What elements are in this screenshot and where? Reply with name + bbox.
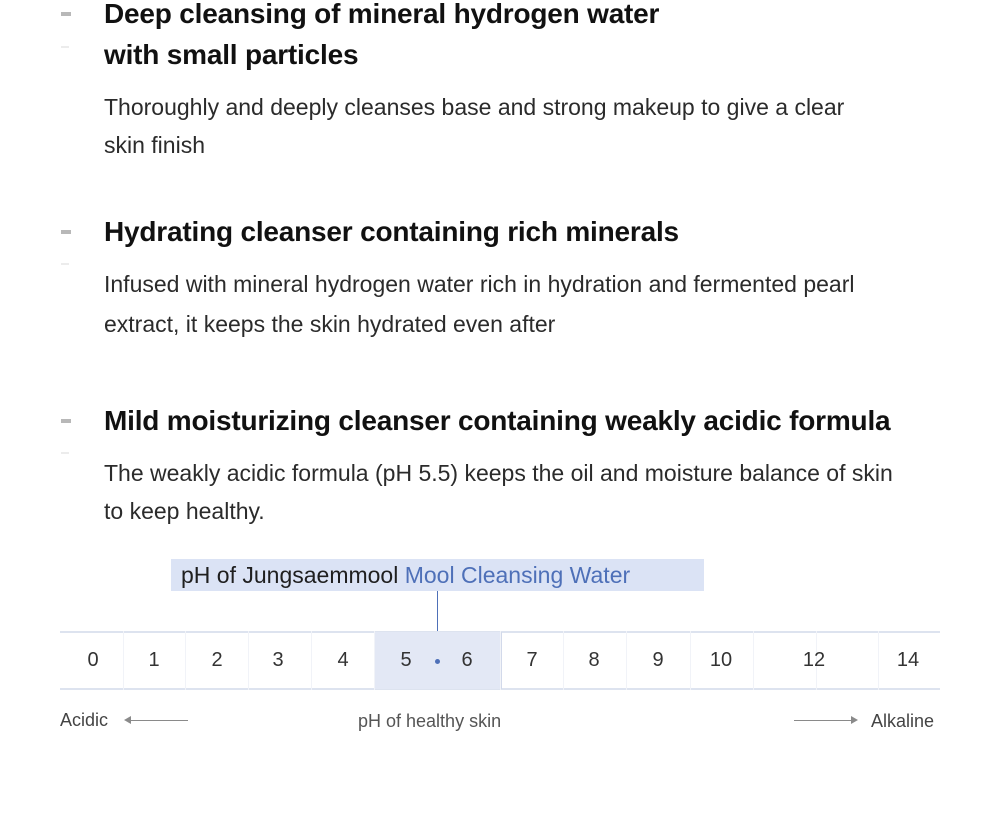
feature-title-line: Hydrating cleanser containing rich minerals — [104, 216, 679, 247]
callout-product-name: Mool Cleansing Water — [404, 562, 631, 588]
ph-tick-label: 6 — [461, 649, 473, 671]
product-ph-marker-dot — [435, 659, 440, 664]
scale-separator — [123, 631, 124, 690]
product-ph-callout-text — [181, 559, 630, 591]
alkaline-arrow-icon — [851, 716, 858, 724]
ph-tick-label: 3 — [272, 649, 284, 671]
alkaline-arrow-line — [794, 720, 851, 721]
ph-tick-label: 9 — [652, 649, 664, 671]
scale-separator — [753, 631, 754, 690]
scale-separator — [563, 631, 564, 690]
bullet-marker — [61, 12, 71, 16]
feature-description-line: extract, it keeps the skin hydrated even after — [104, 311, 556, 337]
ph-tick-label: 10 — [709, 649, 733, 671]
feature-title — [104, 0, 659, 75]
acidic-label: Acidic — [60, 710, 109, 730]
product-ph-callout — [171, 559, 704, 591]
healthy-skin-range-label: pH of healthy skin — [358, 711, 502, 731]
scale-separator — [248, 631, 249, 690]
bullet-marker-shadow — [61, 452, 69, 454]
scale-separator — [626, 631, 627, 690]
ph-tick-label: 2 — [211, 649, 223, 671]
feature-title — [104, 211, 679, 252]
scale-separator — [374, 631, 375, 690]
ph-tick-label: 5 — [400, 649, 412, 671]
feature-title-line: Deep cleansing of mineral hydrogen water — [104, 0, 660, 29]
feature-description-line: The weakly acidic formula (pH 5.5) keeps the oil and moisture balance of skin — [104, 460, 893, 486]
feature-description-line: Thoroughly and deeply cleanses base and strong makeup to give a clear — [104, 94, 845, 120]
bullet-marker — [61, 230, 71, 234]
ph-tick-label: 0 — [87, 649, 99, 671]
ph-tick-label: 7 — [526, 649, 538, 671]
alkaline-label: Alkaline — [871, 711, 935, 731]
feature-description — [104, 88, 984, 164]
scale-separator — [311, 631, 312, 690]
acidic-arrow-line — [129, 720, 188, 721]
feature-description — [104, 264, 984, 344]
ph-scale — [60, 631, 940, 690]
scale-separator — [878, 631, 879, 690]
ph-tick-label: 14 — [896, 649, 920, 671]
feature-description-line: to keep healthy. — [104, 498, 265, 524]
ph-tick-label: 4 — [337, 649, 349, 671]
ph-tick-label: 8 — [588, 649, 600, 671]
acidic-arrow-icon — [124, 716, 131, 724]
feature-description-line: skin finish — [104, 132, 205, 158]
ph-tick-label: 1 — [148, 649, 160, 671]
bullet-marker — [61, 419, 71, 423]
scale-separator — [500, 631, 501, 690]
feature-title — [104, 400, 890, 441]
ph-tick-label: 12 — [802, 649, 826, 671]
bullet-marker-shadow — [61, 263, 69, 265]
feature-description-line: Infused with mineral hydrogen water rich in hydration and fermented pearl — [104, 271, 855, 297]
scale-separator — [690, 631, 691, 690]
feature-title-line: with small particles — [104, 39, 359, 70]
callout-prefix: pH of Jungsaemmool — [181, 562, 405, 588]
feature-description — [104, 454, 984, 530]
scale-separator — [185, 631, 186, 690]
feature-title-line: Mild moisturizing cleanser containing weakly acidic formula — [104, 405, 891, 436]
bullet-marker-shadow — [61, 46, 69, 48]
